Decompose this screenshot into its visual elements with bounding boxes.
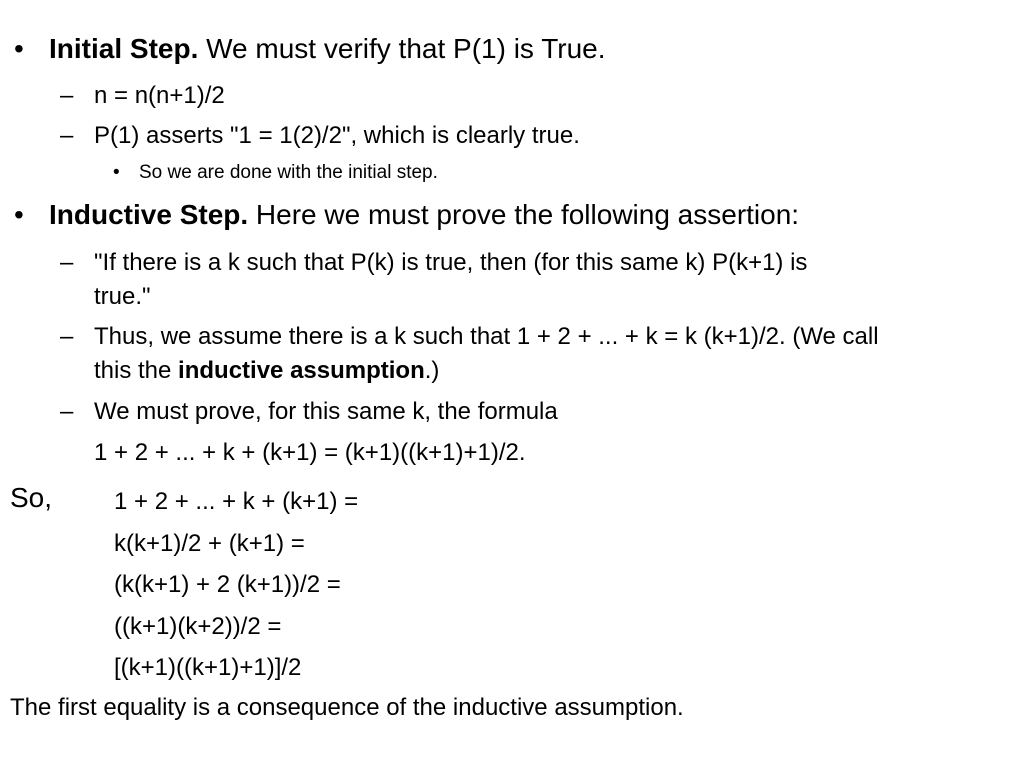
bullet-dash-icon: – [60, 398, 74, 425]
bullet-dot-icon: • [14, 33, 24, 64]
derivation-step: (k(k+1) + 2 (k+1))/2 = [114, 571, 341, 598]
inductive-sub2-post: .) [424, 357, 440, 384]
bullet-dot-icon: • [14, 199, 24, 230]
inductive-sub1-line1: "If there is a k such that P(k) is true, then (for this same k) P(k+1) is [94, 249, 808, 276]
inductive-sub2-line1: Thus, we assume there is a k such that 1 + 2 + ... + k = k (k+1)/2. (We call [94, 323, 879, 350]
initial-step-heading: Initial Step. [49, 33, 199, 64]
bullet-dash-icon: – [60, 249, 74, 276]
inductive-assumption-term: inductive assumption [178, 357, 425, 384]
inductive-sub3-formula: 1 + 2 + ... + k + (k+1) = (k+1)((k+1)+1)/2. [94, 439, 526, 466]
derivation-label: So, [10, 482, 53, 513]
bullet-dash-icon: – [60, 122, 74, 149]
derivation-step: 1 + 2 + ... + k + (k+1) = [114, 488, 359, 515]
initial-sub-done: So we are done with the initial step. [139, 162, 438, 183]
bullet-dash-icon: – [60, 323, 74, 350]
inductive-sub1-line2: true." [94, 283, 151, 310]
bullet-dash-icon: – [60, 82, 74, 109]
inductive-sub2-line2 [94, 357, 439, 385]
derivation-step: ((k+1)(k+2))/2 = [114, 613, 282, 640]
initial-step-line [49, 33, 606, 65]
inductive-step-line [49, 199, 799, 231]
initial-sub-formula: n = n(n+1)/2 [94, 82, 225, 109]
inductive-step-heading: Inductive Step. [49, 199, 249, 230]
derivation-step: k(k+1)/2 + (k+1) = [114, 530, 305, 557]
bullet-dot-small-icon: • [113, 162, 120, 183]
conclusion-text: The first equality is a consequence of the inductive assumption. [10, 694, 684, 721]
inductive-sub3-line1: We must prove, for this same k, the formula [94, 398, 558, 425]
initial-step-text: We must verify that P(1) is True. [198, 33, 606, 64]
derivation-step: [(k+1)((k+1)+1)]/2 [114, 654, 302, 681]
inductive-step-text: Here we must prove the following assertion: [248, 199, 800, 230]
initial-sub-assertion: P(1) asserts "1 = 1(2)/2", which is clearly true. [94, 122, 580, 149]
inductive-sub2-pre: this the [94, 357, 179, 384]
